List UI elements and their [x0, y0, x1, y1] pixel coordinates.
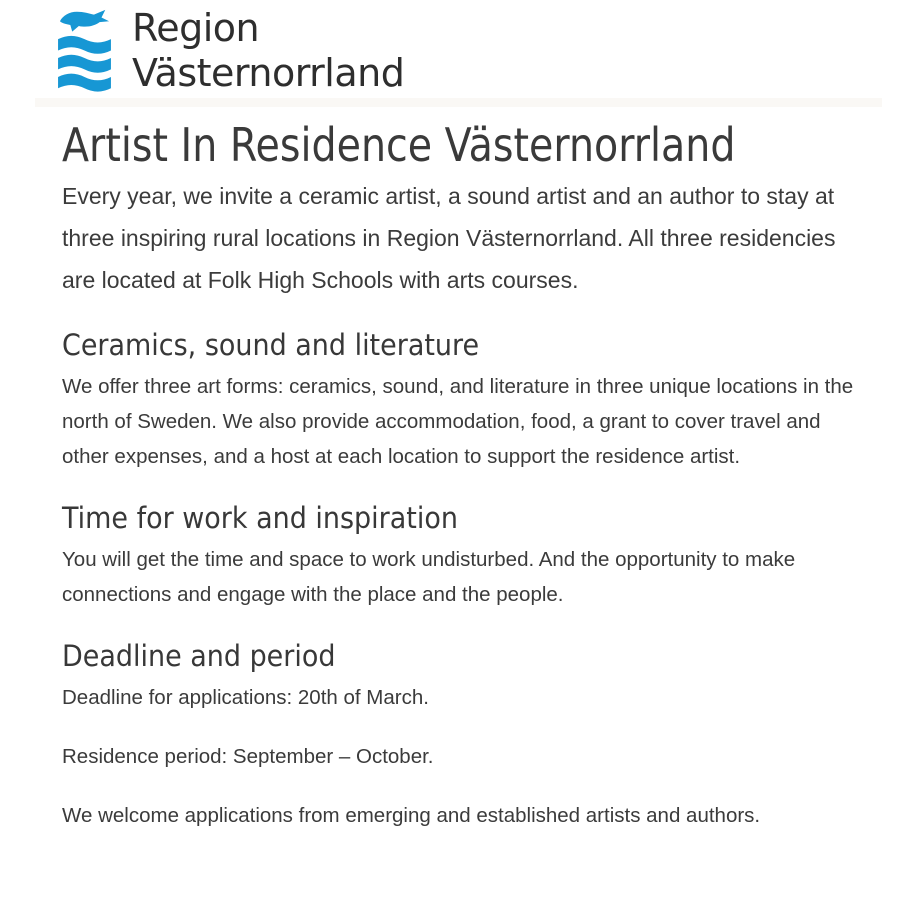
- section-paragraph: We offer three art forms: ceramics, sound, and literature in three unique locations in the north of Sweden. We also provide accommodation, food, a grant to cover travel and other expenses, and a host at each location to support the residence artist.: [62, 375, 854, 468]
- intro-paragraph: Every year, we invite a ceramic artist, a sound artist and an author to stay at three inspiring rural locations in Region Västernorrland. All three residencies are located at Folk High Schools with arts courses.: [62, 183, 836, 293]
- fish-and-waves-logo-icon: [57, 8, 112, 93]
- site-header: [0, 0, 911, 98]
- section-paragraph: You will get the time and space to work undisturbed. And the opportunity to make connections and engage with the place and the people.: [62, 548, 796, 606]
- page-title: Artist In Residence Västernorrland: [62, 118, 736, 172]
- section-heading: Time for work and inspiration: [62, 501, 458, 535]
- section-heading: Ceramics, sound and literature: [62, 328, 480, 362]
- section-deadline-and-period: [62, 638, 880, 833]
- section-paragraph: We welcome applications from emerging and established artists and authors.: [62, 804, 761, 827]
- org-name: [132, 6, 404, 96]
- section-ceramics-sound-literature: [62, 327, 880, 474]
- section-heading: Deadline and period: [62, 639, 336, 673]
- section-paragraph: Residence period: September – October.: [62, 745, 434, 768]
- org-name-line1: Region: [132, 6, 260, 50]
- section-paragraph: Deadline for applications: 20th of March.: [62, 686, 429, 709]
- header-divider: [35, 98, 882, 107]
- org-name-line2: Västernorrland: [132, 51, 405, 95]
- region-logo[interactable]: [57, 8, 404, 96]
- section-time-for-work: [62, 500, 880, 612]
- article: [0, 119, 880, 833]
